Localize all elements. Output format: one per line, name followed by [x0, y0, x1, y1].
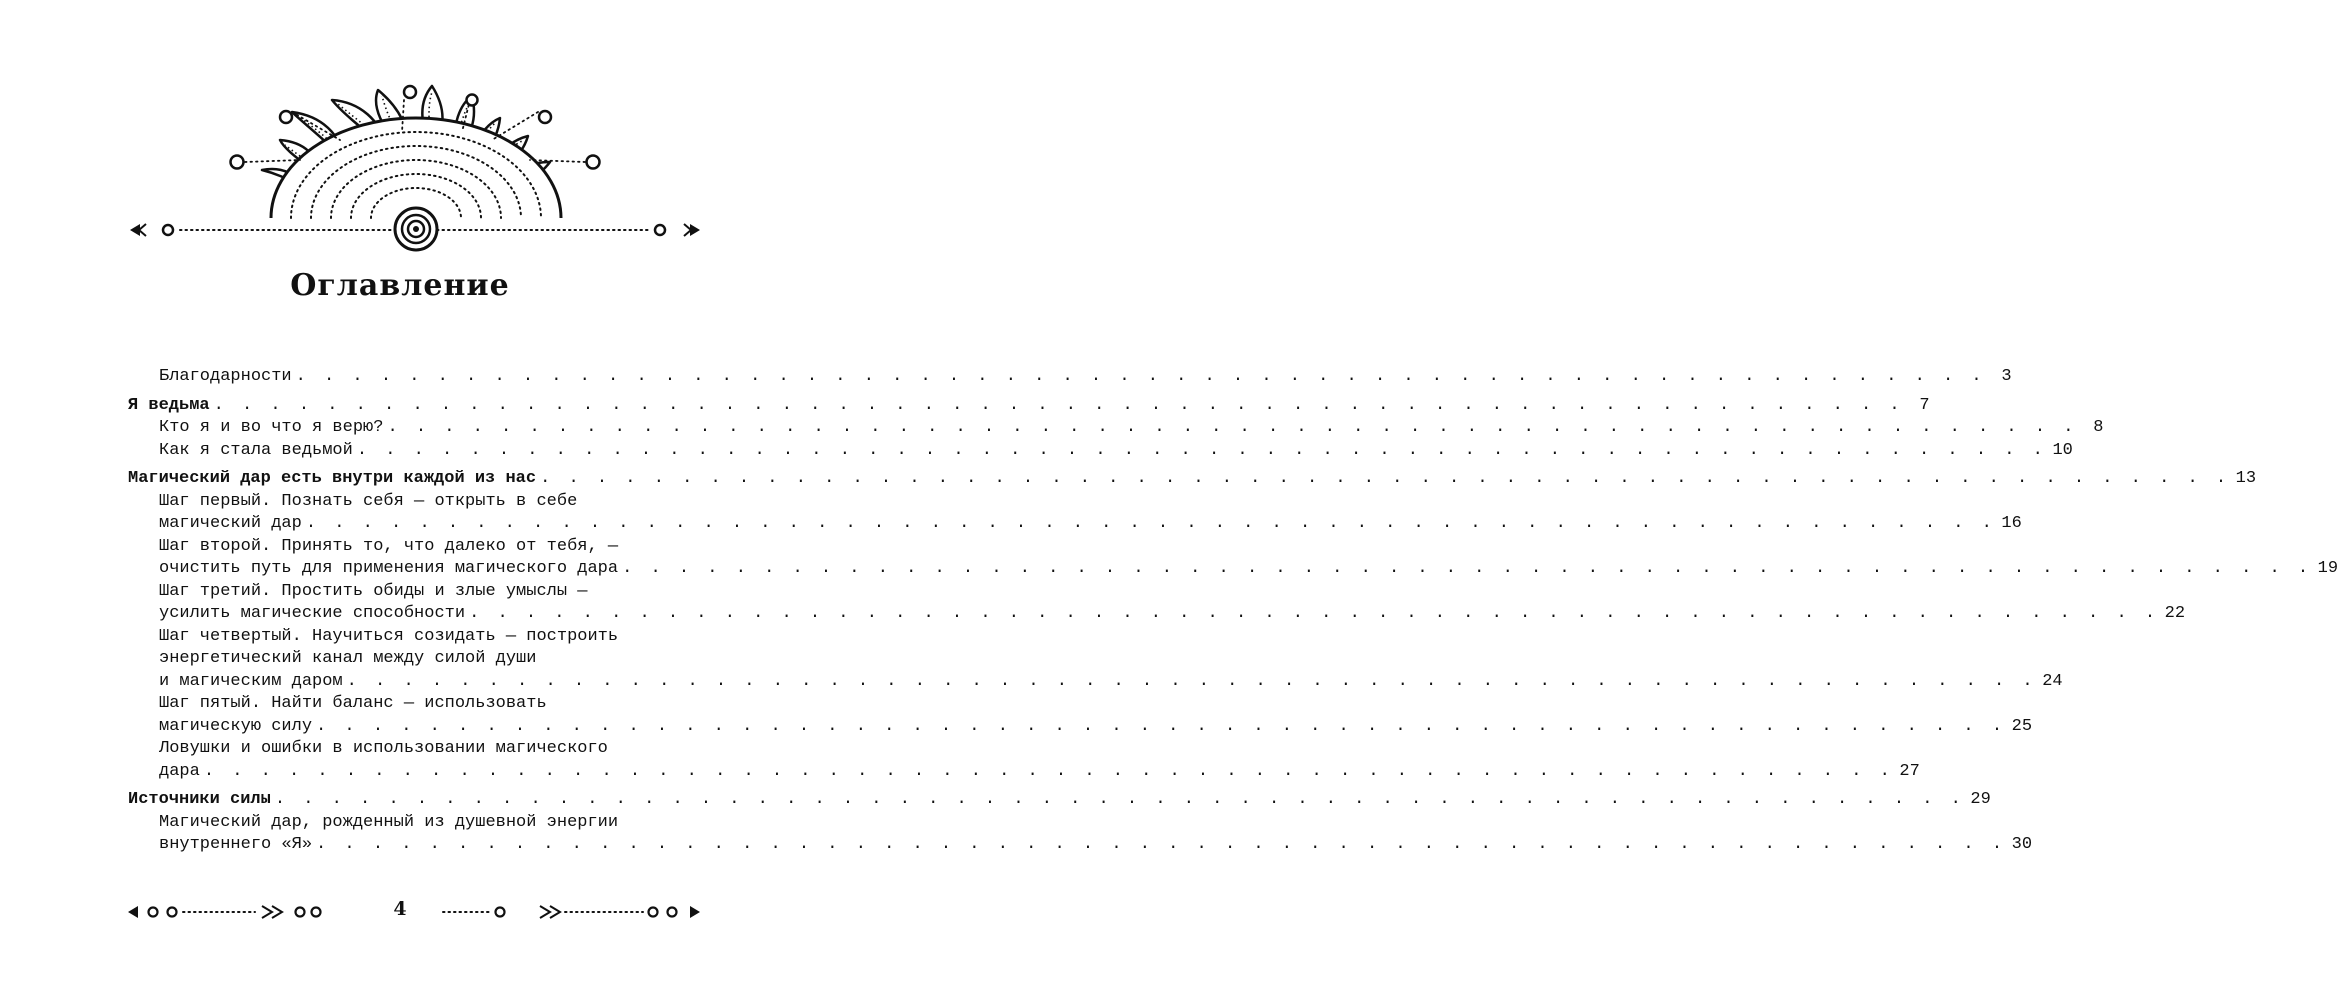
- toc-item[interactable]: [128, 812, 2033, 857]
- toc-page-number: 10: [2052, 440, 2073, 460]
- dot-leader: . . . . . . . . . . . . . . . . . . . . . . . . . . . . . . . . . . . . . . . . . . . . . . . . . . . . . . . . . . . .: [622, 559, 2313, 578]
- dot-leader: . . . . . . . . . . . . . . . . . . . . . . . . . . . . . . . . . . . . . . . . . . . . . . . . . . . . . . . . . . . .: [213, 395, 1904, 415]
- toc-item[interactable]: [128, 626, 2063, 694]
- toc-entry-text: энергетический канал между силой души: [159, 649, 537, 668]
- toc-entry-text: Кто я и во что я верю?: [159, 418, 384, 437]
- toc-line: [159, 417, 2104, 440]
- sun-ornament: [0, 0, 800, 260]
- toc-entry-text: Как я стала ведьмой: [159, 440, 353, 460]
- toc-item[interactable]: [128, 491, 2022, 536]
- toc-item[interactable]: [128, 440, 2073, 463]
- toc-entry-text: дара: [159, 761, 200, 781]
- toc-entry-text: Шаг четвертый. Научиться созидать — построить: [159, 626, 619, 646]
- toc-entry-text: усилить магические способности: [159, 604, 466, 623]
- dot-leader: . . . . . . . . . . . . . . . . . . . . . . . . . . . . . . . . . . . . . . . . . . . . . . . . . . . . . . . . . . . .: [540, 469, 2231, 488]
- dot-leader: . . . . . . . . . . . . . . . . . . . . . . . . . . . . . . . . . . . . . . . . . . . . . . . . . . . . . . . . . . . .: [203, 761, 1894, 781]
- dot-leader: . . . . . . . . . . . . . . . . . . . . . . . . . . . . . . . . . . . . . . . . . . . . . . . . . . . . . . . . . . . .: [316, 835, 2007, 854]
- toc-entry-text: Магический дар есть внутри каждой из нас: [128, 469, 537, 488]
- table-of-contents: [128, 366, 2338, 857]
- toc-line: [159, 536, 698, 559]
- dot-leader: . . . . . . . . . . . . . . . . . . . . . . . . . . . . . . . . . . . . . . . . . . . . . . . . . . . . . . . . . . . .: [295, 367, 1986, 386]
- toc-entry-text: Благодарности: [159, 367, 292, 386]
- toc-line: [159, 693, 698, 716]
- toc-page-number: 25: [2011, 716, 2033, 736]
- toc-entry-text: Шаг второй. Принять то, что далеко от тебя, —: [159, 536, 619, 556]
- toc-section[interactable]: [128, 395, 1930, 418]
- toc-entry-text: Источники силы: [128, 790, 271, 809]
- page-number: 4: [393, 898, 407, 920]
- toc-line: [128, 395, 1930, 418]
- toc-item[interactable]: [128, 536, 2338, 581]
- dot-leader: . . . . . . . . . . . . . . . . . . . . . . . . . . . . . . . . . . . . . . . . . . . . . . . . . . . . . . . . . . . .: [346, 671, 2037, 691]
- toc-entry-text: Шаг первый. Познать себя — открыть в себе: [159, 491, 578, 511]
- toc-page-number: 3: [2001, 367, 2012, 386]
- toc-page-number: 19: [2317, 559, 2338, 578]
- toc-page-number: 13: [2235, 469, 2257, 488]
- toc-line: [159, 761, 1920, 784]
- toc-line: [159, 581, 698, 604]
- toc-entry-text: Шаг пятый. Найти баланс — использовать: [159, 694, 547, 713]
- dot-leader: . . . . . . . . . . . . . . . . . . . . . . . . . . . . . . . . . . . . . . . . . . . . . . . . . . . . . . . . . . . .: [469, 604, 2160, 623]
- toc-line: [159, 603, 2186, 626]
- toc-line: [159, 491, 698, 514]
- toc-item[interactable]: [128, 693, 2033, 738]
- toc-line: [128, 468, 2257, 491]
- dot-leader: . . . . . . . . . . . . . . . . . . . . . . . . . . . . . . . . . . . . . . . . . . . . . . . . . . . . . . . . . . . .: [316, 716, 2007, 736]
- toc-entry-text: Я ведьма: [128, 395, 210, 415]
- toc-line: [159, 834, 2033, 857]
- toc-entry-text: магическую силу: [159, 716, 313, 736]
- toc-line: [159, 558, 2338, 581]
- toc-item[interactable]: [128, 417, 2104, 440]
- page-footer: [0, 890, 800, 930]
- toc-line: [159, 648, 698, 671]
- toc-item[interactable]: [128, 366, 2012, 389]
- toc-page-number: 29: [1970, 790, 1991, 809]
- toc-page-number: 24: [2042, 671, 2063, 691]
- toc-entry-text: очистить путь для применения магического дара: [159, 559, 619, 578]
- toc-line: [159, 626, 698, 649]
- toc-section[interactable]: [128, 789, 1991, 812]
- toc-entry-text: магический дар: [159, 514, 302, 533]
- toc-entry-text: внутреннего «Я»: [159, 835, 313, 854]
- toc-page-number: 22: [2164, 604, 2186, 623]
- toc-line: [159, 440, 2073, 463]
- toc-page-number: 16: [2001, 514, 2022, 533]
- dot-leader: . . . . . . . . . . . . . . . . . . . . . . . . . . . . . . . . . . . . . . . . . . . . . . . . . . . . . . . . . . . .: [387, 418, 2078, 437]
- toc-page-number: 27: [1899, 761, 1920, 781]
- toc-entry-text: Шаг третий. Простить обиды и злые умыслы —: [159, 581, 588, 601]
- toc-section[interactable]: [128, 468, 2257, 491]
- toc-item[interactable]: [128, 581, 2186, 626]
- toc-entry-text: Ловушки и ошибки в использовании магического: [159, 739, 608, 758]
- page-title: Оглавление: [290, 268, 510, 303]
- toc-item[interactable]: [128, 738, 1920, 783]
- dot-leader: . . . . . . . . . . . . . . . . . . . . . . . . . . . . . . . . . . . . . . . . . . . . . . . . . . . . . . . . . . . .: [356, 440, 2047, 460]
- toc-page-number: 8: [2093, 418, 2104, 437]
- toc-page-number: 7: [1919, 395, 1930, 415]
- toc-entry-text: Магический дар, рожденный из душевной энергии: [159, 812, 619, 832]
- toc-line: [159, 738, 698, 761]
- toc-line: [128, 789, 1991, 812]
- toc-line: [159, 366, 2012, 389]
- toc-line: [159, 716, 2033, 739]
- toc-page-number: 30: [2011, 835, 2033, 854]
- toc-entry-text: и магическим даром: [159, 671, 343, 691]
- toc-line: [159, 812, 698, 835]
- dot-leader: . . . . . . . . . . . . . . . . . . . . . . . . . . . . . . . . . . . . . . . . . . . . . . . . . . . . . . . . . . . .: [305, 514, 1996, 533]
- toc-line: [159, 671, 2063, 694]
- dot-leader: . . . . . . . . . . . . . . . . . . . . . . . . . . . . . . . . . . . . . . . . . . . . . . . . . . . . . . . . . . . .: [274, 790, 1965, 809]
- toc-line: [159, 513, 2022, 536]
